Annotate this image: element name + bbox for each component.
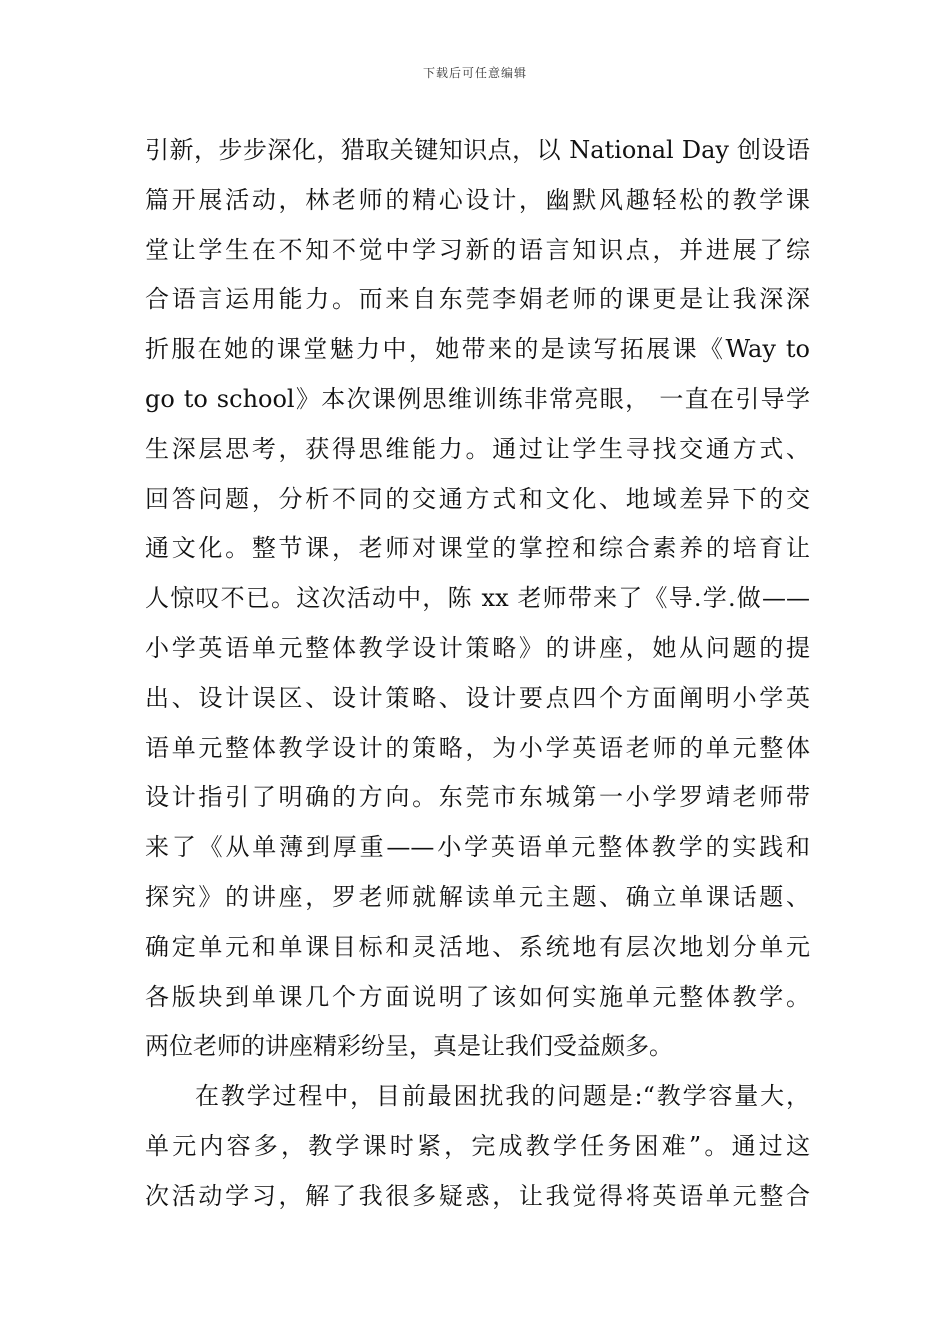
text-line — [145, 1172, 810, 1222]
text-line-content: 确定单元和单课目标和灵活地、系统地有层次地划分单元 — [145, 932, 810, 961]
paragraph-last-line — [145, 1022, 810, 1072]
text-line — [145, 475, 810, 525]
paragraph-first-line — [145, 1072, 810, 1122]
text-line — [145, 724, 810, 774]
text-line — [145, 226, 810, 276]
text-line-content: 设计指引了明确的方向。东莞市东城第一小学罗靖老师带 — [145, 783, 810, 812]
text-line-content: 合语言运用能力。而来自东莞李娟老师的课更是让我深深 — [145, 285, 810, 314]
text-line-content: 回答问题，分析不同的交通方式和文化、地域差异下的交 — [145, 484, 810, 513]
text-line-content: 通文化。整节课，老师对课堂的掌控和综合素养的培育让 — [145, 534, 810, 563]
text-line-content: 出、设计误区、设计策略、设计要点四个方面阐明小学英 — [145, 683, 810, 712]
text-line-content: 语单元整体教学设计的策略，为小学英语老师的单元整体 — [145, 733, 810, 762]
text-line-content: 堂让学生在不知不觉中学习新的语言知识点，并进展了综 — [145, 235, 810, 264]
text-line-content: 篇开展活动，林老师的精心设计，幽默风趣轻松的教学课 — [145, 185, 810, 214]
document-body — [145, 126, 810, 1222]
text-line-content: 小学英语单元整体教学设计策略》的讲座，她从问题的提 — [145, 633, 810, 662]
text-line — [145, 126, 810, 176]
text-line — [145, 923, 810, 973]
text-line-content: 折服在她的课堂魅力中，她带来的是读写拓展课《Way to — [145, 335, 810, 364]
text-line-content: go to school》本次课例思维训练非常亮眼， 一直在引导学 — [145, 384, 810, 413]
text-line — [145, 425, 810, 475]
text-line — [145, 375, 810, 425]
text-line-content: 探究》的讲座，罗老师就解读单元主题、确立单课话题、 — [145, 882, 810, 911]
text-line — [145, 823, 810, 873]
text-line-content: 次活动学习，解了我很多疑惑，让我觉得将英语单元整合 — [145, 1181, 810, 1210]
text-line — [145, 674, 810, 724]
text-line — [145, 773, 810, 823]
text-line — [145, 325, 810, 375]
text-line-content: 单元内容多，教学课时紧，完成教学任务困难”。通过这 — [145, 1131, 810, 1160]
text-line — [145, 873, 810, 923]
text-line-content: 人惊叹不已。这次活动中，陈 xx 老师带来了《导.学.做—— — [145, 584, 810, 613]
text-line — [145, 275, 810, 325]
text-line — [145, 1122, 810, 1172]
text-line-content: 引新，步步深化，猎取关键知识点，以 National Day 创设语 — [145, 136, 810, 164]
text-line — [145, 176, 810, 226]
text-line — [145, 574, 810, 624]
text-line — [145, 624, 810, 674]
text-line — [145, 973, 810, 1023]
page-header: 下载后可任意编辑 — [422, 66, 527, 80]
text-line-content: 各版块到单课几个方面说明了该如何实施单元整体教学。 — [145, 982, 810, 1011]
text-line-content: 生深层思考，获得思维能力。通过让学生寻找交通方式、 — [145, 434, 810, 463]
text-line-content: 两位老师的讲座精彩纷呈，真是让我们受益颇多。 — [145, 1032, 673, 1061]
text-line-content: 来了《从单薄到厚重——小学英语单元整体教学的实践和 — [145, 833, 810, 862]
text-line — [145, 524, 810, 574]
text-line-content: 在教学过程中，目前最困扰我的问题是:“教学容量大， — [195, 1082, 810, 1111]
